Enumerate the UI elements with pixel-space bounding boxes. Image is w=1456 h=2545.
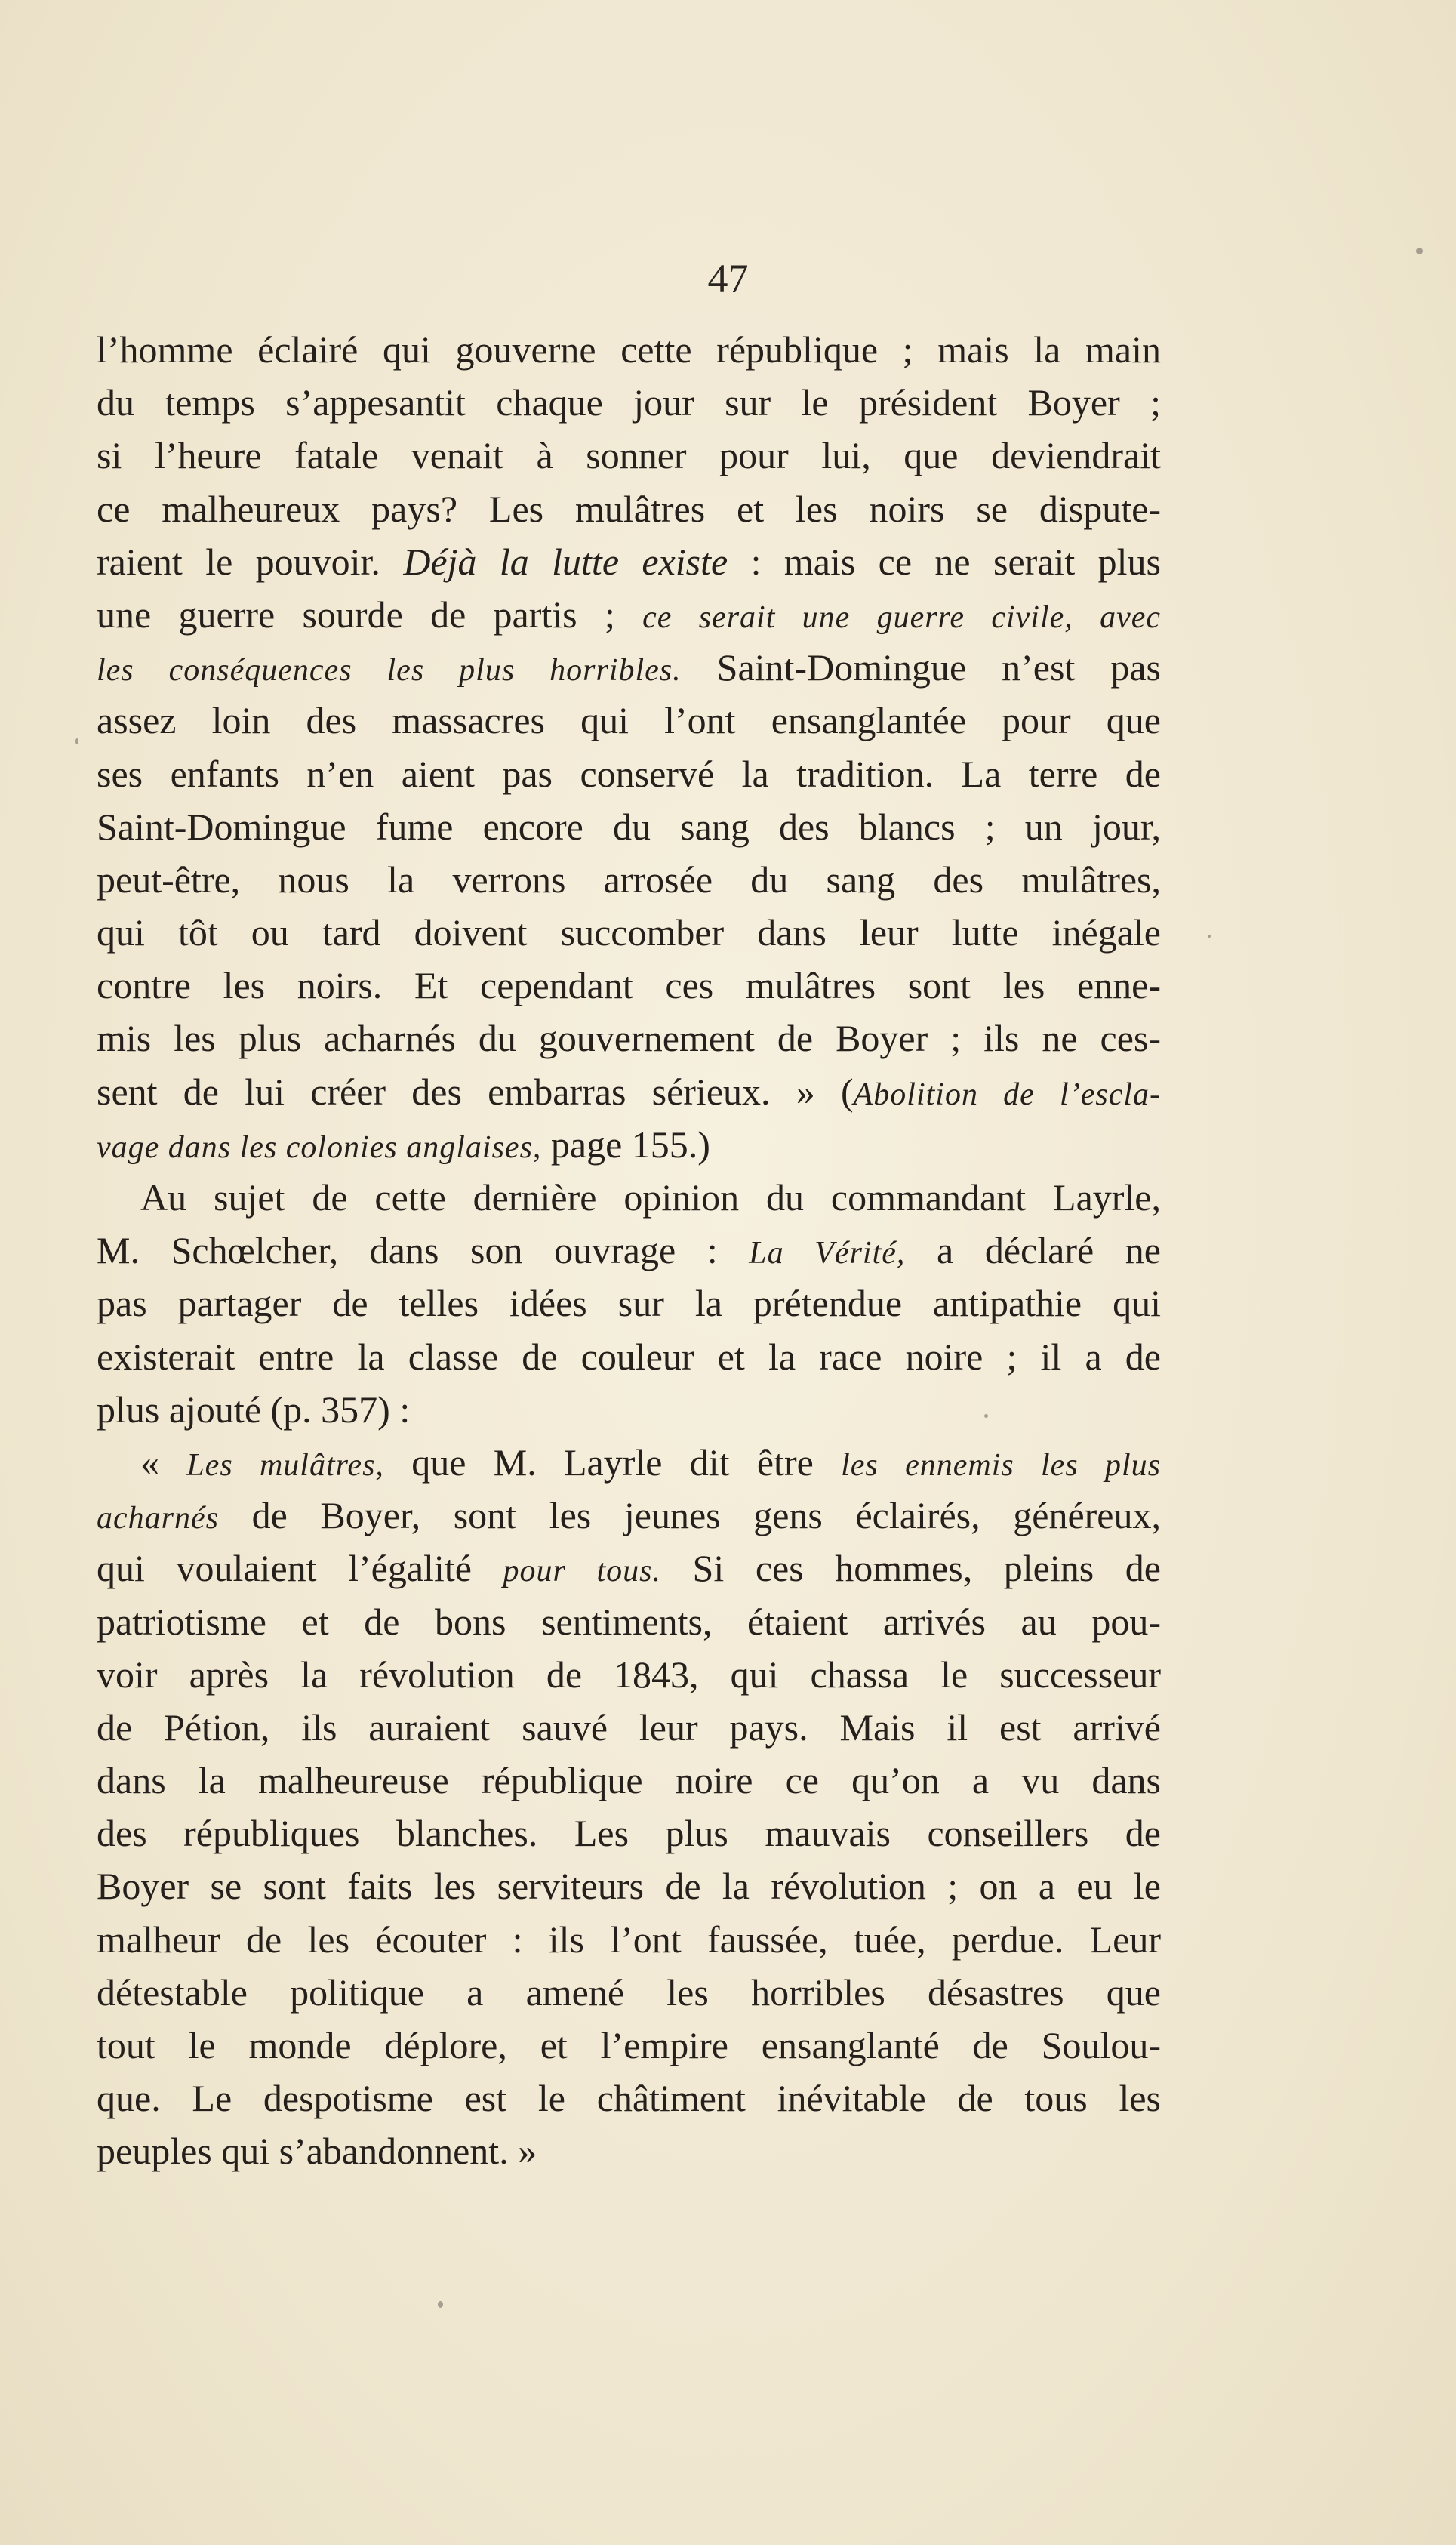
text-line: [97, 1224, 1161, 1277]
text-run: mis les plus acharnés du gouvernement de Boyer ; ils ne ces-: [97, 1017, 1161, 1060]
text-line: [97, 1754, 1161, 1807]
text-run: Boyer se sont faits les serviteurs de la révolution ; on a eu le: [97, 1865, 1161, 1908]
text-run: voir après la révolution de 1843, qui chassa le successeur: [97, 1653, 1161, 1696]
italic-text: Abolition de l’escla-: [853, 1077, 1161, 1112]
italic-text: La Vérité,: [749, 1236, 906, 1271]
text-run: : mais ce ne serait plus: [728, 540, 1161, 583]
text-run: que. Le despotisme est le châtiment inévitable de tous les: [97, 2077, 1161, 2120]
text-run: Saint-Domingue fume encore du sang des blancs ; un jour,: [97, 805, 1161, 848]
text-line: [97, 1012, 1161, 1065]
paper-speck: [438, 2301, 443, 2308]
text-line: [97, 1171, 1161, 1224]
text-run: ses enfants n’en aient pas conservé la tradition. La terre de: [97, 752, 1161, 795]
text-run: page 155.): [541, 1123, 710, 1166]
text-run: «: [140, 1440, 187, 1484]
text-line: [97, 1489, 1161, 1542]
text-line: [97, 1648, 1161, 1701]
text-run: Au sujet de cette dernière opinion du commandant Layrle,: [140, 1176, 1161, 1219]
italic-text: acharnés: [97, 1501, 219, 1536]
text-line: [97, 1966, 1161, 2019]
text-line: [97, 376, 1161, 429]
italic-text: les conséquences les plus horribles.: [97, 653, 682, 689]
text-run: ce malheureux pays? Les mulâtres et les noirs se dispute-: [97, 487, 1161, 530]
text-run: dans la malheureuse république noire ce qu’on a vu dans: [97, 1759, 1161, 1802]
italic-text: pour tous.: [503, 1554, 661, 1589]
text-run: qui tôt ou tard doivent succomber dans leur lutte inégale: [97, 911, 1161, 954]
text-line: [97, 1595, 1161, 1648]
text-line: [97, 1542, 1161, 1594]
text-run: qui voulaient l’égalité: [97, 1547, 503, 1590]
text-run: existerait entre la classe de couleur et la race noire ; il a de: [97, 1335, 1161, 1378]
text-run: peuples qui s’abandonnent. »: [97, 2130, 537, 2173]
text-run: de Boyer, sont les jeunes gens éclairés, généreux,: [218, 1494, 1161, 1537]
text-line: [97, 2019, 1161, 2072]
text-run: M. Schœlcher, dans son ouvrage :: [97, 1229, 750, 1272]
text-line: [97, 1436, 1161, 1489]
text-line: [97, 2124, 1161, 2177]
text-run: si l’heure fatale venait à sonner pour lui, que deviendrait: [97, 434, 1161, 477]
italic-text: Déjà la lutte existe: [403, 540, 728, 583]
text-run: malheur de les écouter : ils l’ont faussée, tuée, perdue. Leur: [97, 1918, 1161, 1961]
text-line: [97, 2072, 1161, 2124]
text-line: [97, 853, 1161, 906]
text-line: [97, 694, 1161, 747]
text-run: patriotisme et de bons sentiments, étaient arrivés au pou-: [97, 1600, 1161, 1643]
italic-text: Les mulâtres,: [186, 1447, 384, 1483]
text-line: [97, 482, 1161, 535]
text-run: assez loin des massacres qui l’ont ensanglantée pour que: [97, 699, 1161, 742]
text-run: que M. Layrle dit être: [383, 1440, 842, 1484]
text-run: peut-être, nous la verrons arrosée du sang des mulâtres,: [97, 858, 1161, 901]
paper-speck: [75, 738, 78, 744]
text-run: une guerre sourde de partis ;: [97, 593, 643, 636]
page-body-text: [97, 323, 1161, 2178]
paper-speck: [984, 1414, 988, 1418]
paper-speck: [1416, 248, 1423, 254]
italic-text: les ennemis les plus: [841, 1447, 1161, 1483]
text-line: [97, 1913, 1161, 1966]
text-line: [97, 1277, 1161, 1330]
text-line: [97, 1118, 1161, 1171]
text-line: [97, 800, 1161, 853]
text-line: [97, 1701, 1161, 1754]
italic-text: vage dans les colonies anglaises,: [97, 1129, 542, 1165]
text-run: tout le monde déplore, et l’empire ensanglanté de Soulou-: [97, 2024, 1161, 2066]
text-line: [97, 747, 1161, 800]
text-line: [97, 323, 1161, 376]
text-line: [97, 1065, 1161, 1118]
italic-text: ce serait une guerre civile, avec: [642, 599, 1161, 635]
text-line: [97, 1330, 1161, 1383]
text-line: [97, 1859, 1161, 1912]
text-run: a déclaré ne: [905, 1229, 1161, 1272]
text-run: pas partager de telles idées sur la prétendue antipathie qui: [97, 1282, 1161, 1325]
text-run: Saint-Domingue n’est pas: [681, 646, 1161, 689]
text-run: Si ces hommes, pleins de: [660, 1547, 1162, 1590]
text-line: [97, 535, 1161, 588]
text-line: [97, 959, 1161, 1012]
text-line: [97, 1807, 1161, 1859]
text-run: des républiques blanches. Les plus mauvais conseillers de: [97, 1812, 1161, 1855]
text-run: de Pétion, ils auraient sauvé leur pays. Mais il est arrivé: [97, 1705, 1161, 1749]
page-number: 47: [707, 256, 749, 301]
text-run: l’homme éclairé qui gouverne cette république ; mais la main: [97, 328, 1161, 371]
text-line: [97, 588, 1161, 641]
text-line: [97, 429, 1161, 482]
text-run: sent de lui créer des embarras sérieux. » (: [97, 1070, 854, 1113]
text-run: raient le pouvoir.: [97, 540, 404, 583]
text-line: [97, 1383, 1161, 1436]
text-run: plus ajouté (p. 357) :: [97, 1388, 411, 1431]
text-run: détestable politique a amené les horribles désastres que: [97, 1970, 1161, 2014]
text-run: contre les noirs. Et cependant ces mulâtres sont les enne-: [97, 964, 1161, 1007]
text-line: [97, 641, 1161, 694]
text-line: [97, 906, 1161, 959]
paper-speck: [1208, 935, 1211, 938]
text-run: du temps s’appesantit chaque jour sur le président Boyer ;: [97, 381, 1161, 424]
